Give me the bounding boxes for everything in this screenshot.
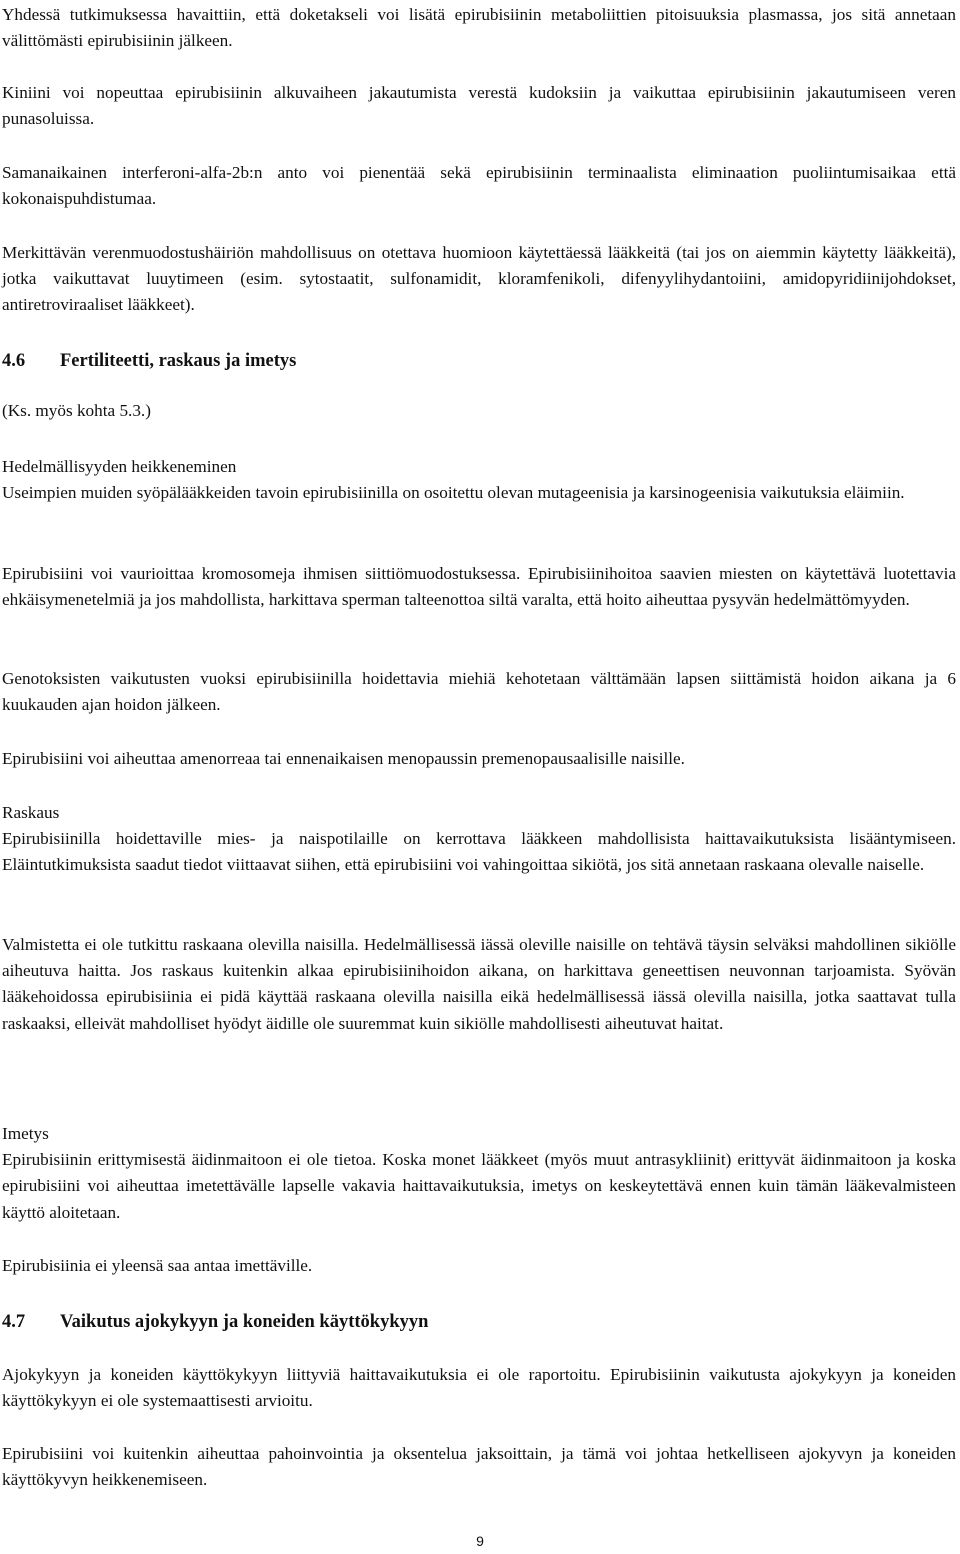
paragraph-breastfeeding-excretion: Epirubisiinin erittymisestä äidinmaitoon ei ole tietoa. Koska monet lääkkeet (myös muut antrasykliinit) erittyvät äidinmaitoon ja koska epirubisiini voi aiheuttaa imetettävälle lapselle vakavia haittavaikutuksia, imetys on keskeytettävä ennen kuin tämän lääkevalmisteen käyttö aloitetaan. [2, 1150, 956, 1222]
section-title: Fertiliteetti, raskaus ja imetys [60, 351, 297, 371]
fertility-section [2, 454, 956, 506]
breastfeeding-section [2, 1121, 956, 1226]
section-title: Vaikutus ajokykyyn ja koneiden käyttökykyyn [60, 1312, 429, 1332]
paragraph-fertility-amenorrhea: Epirubisiini voi aiheuttaa amenorreaa tai ennenaikaisen menopaussin premenopausaalisille naisille. [2, 749, 685, 768]
paragraph-fertility-mutagenic: Useimpien muiden syöpälääkkeiden tavoin epirubisiinilla on osoitettu olevan mutageenisia ja karsinogeenisia vaikutuksia eläimiin. [2, 483, 905, 503]
pregnancy-subheading: Raskaus [2, 803, 60, 822]
section-number: 4.6 [2, 351, 26, 371]
breastfeeding-subheading: Imetys [2, 1124, 49, 1143]
section-heading-4-6 [2, 348, 956, 374]
paragraph-bone-marrow: Merkittävän verenmuodostushäiriön mahdollisuus on otettava huomioon käytettäessä lääkkeitä (tai jos on aiemmin käytetty lääkkeitä), jotka vaikuttavat luuytimeen (esim. sytostaatit, sulfonamidit, kloramfenikoli, difenyylihydantoiini, amidopyridiinijohdokset, antiretroviraaliset lääkkeet). [2, 243, 956, 315]
paragraph-docetaxel: Yhdessä tutkimuksessa havaittiin, että doketakseli voi lisätä epirubisiinin metaboliittien pitoisuuksia plasmassa, jos sitä annetaan välittömästi epirubisiinin jälkeen. [2, 5, 956, 51]
page-number: 9 [476, 1533, 484, 1549]
section-heading-4-7 [2, 1309, 956, 1335]
paragraph-pregnancy-risk: Epirubisiinilla hoidettaville mies- ja naispotilaille on kerrottava lääkkeen mahdollisista haittavaikutuksista lisääntymiseen. Eläintutkimuksista saadut tiedot viittaavat siihen, että epirubisiini voi vahingoittaa sikiötä, jos sitä annetaan raskaana olevalle naiselle. [2, 829, 956, 875]
paragraph-pregnancy-not-studied: Valmistetta ei ole tutkittu raskaana olevilla naisilla. Hedelmällisessä iässä oleville naisille on tehtävä täysin selväksi mahdollinen sikiölle aiheutuva haitta. Jos raskaus kuitenkin alkaa epirubisiinihoidon aikana, on harkittava geneettisen neuvonnan tarjoamista. Syövän lääkehoidossa epirubisiinia ei pidä käyttää raskaana olevilla naisilla eikä hedelmällisessä iässä olevilla naisilla, jotka saattavat tulla raskaaksi, elleivät mahdolliset hyödyt äidille ole suuremmat kuin sikiölle mahdollisesti aiheutuvat haitat. [2, 935, 956, 1033]
section-number: 4.7 [2, 1312, 26, 1332]
cross-reference: (Ks. myös kohta 5.3.) [2, 401, 151, 420]
paragraph-interferon: Samanaikainen interferoni-alfa-2b:n anto voi pienentää sekä epirubisiinin terminaalista eliminaation puoliintumisaikaa että kokonaispuhdistumaa. [2, 163, 956, 209]
paragraph-driving-not-reported: Ajokykyyn ja koneiden käyttökykyyn liittyviä haittavaikutuksia ei ole raportoitu. Epirubisiinin vaikutusta ajokykyyn ja koneiden käyttökykyyn ei ole systemaattisesti arvioitu. [2, 1365, 956, 1411]
paragraph-fertility-chromosomes: Epirubisiini voi vaurioittaa kromosomeja ihmisen siittiömuodostuksessa. Epirubisiinihoitoa saavien miesten on käytettävä luotettavia ehkäisymenetelmiä ja jos mahdollista, harkittava sperman talteenottoa siltä varalta, että hoito aiheuttaa pysyvän hedelmättömyyden. [2, 564, 956, 610]
fertility-subheading: Hedelmällisyyden heikkeneminen [2, 457, 237, 476]
paragraph-breastfeeding-advice: Epirubisiinia ei yleensä saa antaa imettäville. [2, 1256, 313, 1275]
pregnancy-section [2, 800, 956, 879]
paragraph-driving-nausea: Epirubisiini voi kuitenkin aiheuttaa pahoinvointia ja oksentelua jaksoittain, ja tämä voi johtaa hetkelliseen ajokyvyn ja koneiden käyttökyvyn heikkenemiseen. [2, 1444, 956, 1490]
paragraph-quinine: Kiniini voi nopeuttaa epirubisiinin alkuvaiheen jakautumista verestä kudoksiin ja vaikuttaa epirubisiinin jakautumiseen veren punasoluissa. [2, 83, 956, 129]
paragraph-fertility-genotoxic: Genotoksisten vaikutusten vuoksi epirubisiinilla hoidettavia miehiä kehotetaan välttämään lapsen siittämistä hoidon aikana ja 6 kuukauden ajan hoidon jälkeen. [2, 669, 956, 715]
